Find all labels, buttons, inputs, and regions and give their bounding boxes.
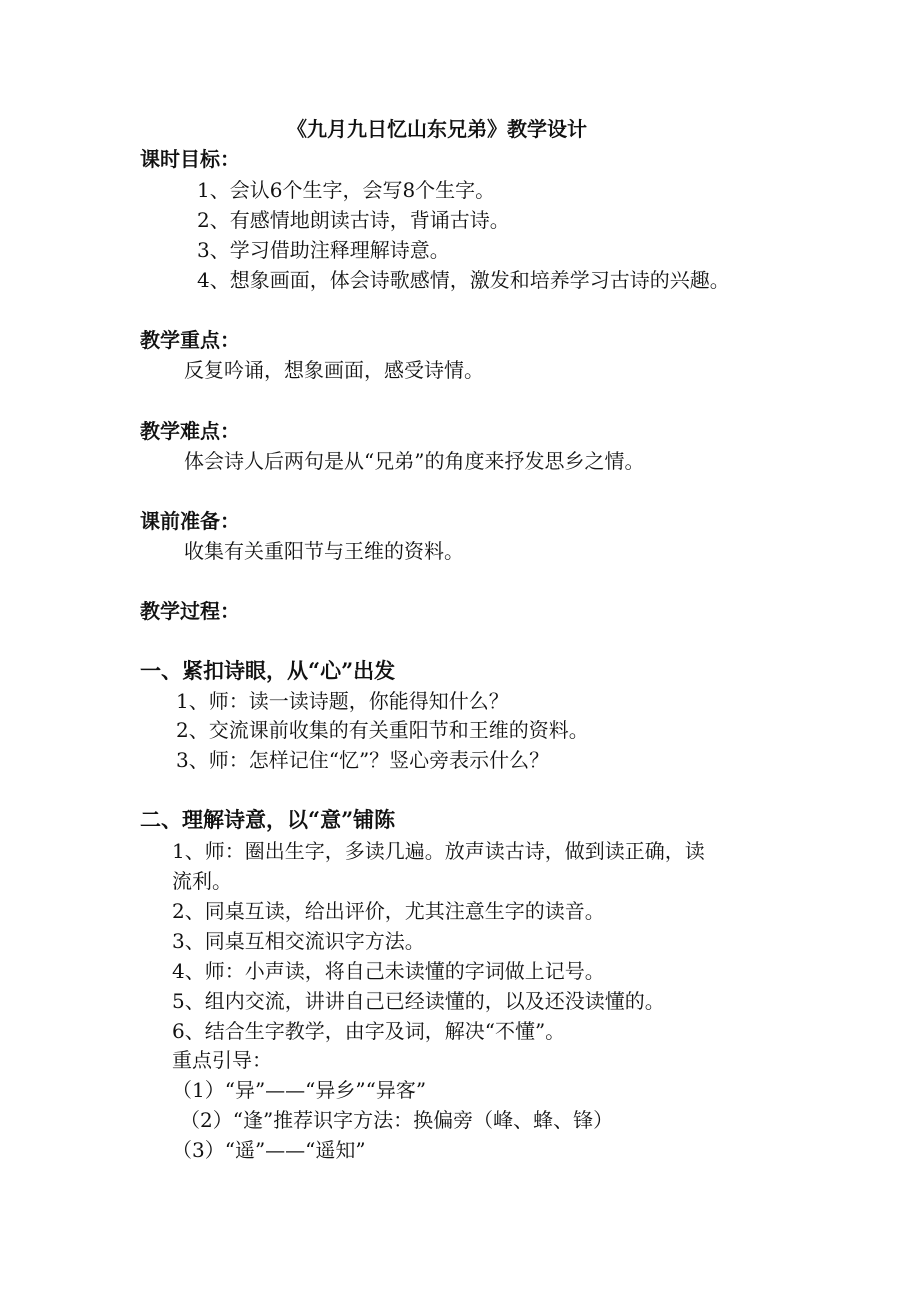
guide-item: （1）“异”——“异乡”“异客” bbox=[172, 1078, 427, 1102]
key-points-text: 反复吟诵，想象画面，感受诗情。 bbox=[184, 358, 484, 382]
process-heading: 教学过程： bbox=[140, 599, 240, 623]
section1-item: 3、师：怎样记住“忆”？竖心旁表示什么？ bbox=[176, 748, 550, 772]
section2-item: 4、师：小声读，将自己未读懂的字词做上记号。 bbox=[172, 959, 605, 983]
difficulties-text: 体会诗人后两句是从“兄弟”的角度来抒发思乡之情。 bbox=[184, 449, 645, 473]
difficulties-heading: 教学难点： bbox=[140, 419, 240, 443]
preparation-text: 收集有关重阳节与王维的资料。 bbox=[184, 539, 464, 563]
objective-item: 3、学习借助注释理解诗意。 bbox=[197, 238, 450, 262]
section2-item: 2、同桌互读，给出评价，尤其注意生字的读音。 bbox=[172, 899, 605, 923]
section2-item: 3、同桌互相交流识字方法。 bbox=[172, 929, 425, 953]
section1-item: 1、师：读一读诗题，你能得知什么？ bbox=[176, 689, 509, 713]
section2-item: 1、师：圈出生字，多读几遍。放声读古诗，做到读正确，读 bbox=[172, 839, 705, 863]
guide-label: 重点引导： bbox=[172, 1048, 272, 1072]
guide-item: （2）“逢”推荐识字方法：换偏旁（峰、蜂、锋） bbox=[180, 1108, 614, 1132]
section2-heading: 二、理解诗意，以“意”铺陈 bbox=[140, 807, 396, 832]
section2-item: 5、组内交流，讲讲自己已经读懂的，以及还没读懂的。 bbox=[172, 989, 665, 1013]
objectives-heading: 课时目标： bbox=[140, 147, 240, 171]
document-title: 《九月九日忆山东兄弟》教学设计 bbox=[287, 117, 587, 141]
guide-item: （3）“遥”——“遥知” bbox=[172, 1138, 366, 1162]
objective-item: 4、想象画面，体会诗歌感情，激发和培养学习古诗的兴趣。 bbox=[197, 268, 730, 292]
section2-item: 6、结合生字教学，由字及词，解决“不懂”。 bbox=[172, 1019, 566, 1043]
section1-item: 2、交流课前收集的有关重阳节和王维的资料。 bbox=[176, 718, 589, 742]
key-points-heading: 教学重点： bbox=[140, 328, 240, 352]
objective-item: 2、有感情地朗读古诗，背诵古诗。 bbox=[197, 208, 510, 232]
objective-item: 1、会认6个生字，会写8个生字。 bbox=[197, 178, 496, 202]
section1-heading: 一、紧扣诗眼，从“心”出发 bbox=[140, 658, 396, 683]
section2-item-continuation: 流利。 bbox=[172, 869, 232, 893]
preparation-heading: 课前准备： bbox=[140, 509, 240, 533]
